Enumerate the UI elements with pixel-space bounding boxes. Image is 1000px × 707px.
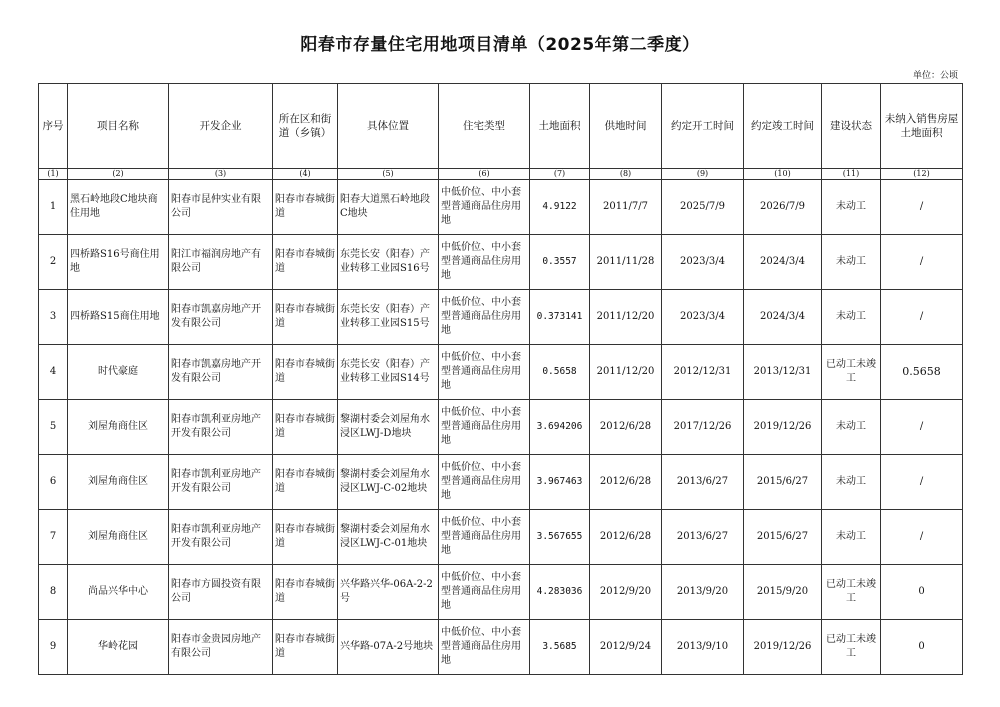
table-cell: 已动工未竣工 [822, 345, 881, 400]
column-number: (3) [169, 169, 273, 180]
table-cell: 2026/7/9 [744, 180, 822, 235]
table-cell: 4.9122 [530, 180, 590, 235]
table-cell: / [881, 510, 963, 565]
table-cell: 东莞长安（阳春）产业转移工业园S16号 [338, 235, 439, 290]
table-row [39, 455, 963, 510]
table-cell: 阳春市春城街道 [273, 455, 338, 510]
table-row [39, 235, 963, 290]
table-cell: 阳春市方圆投资有限公司 [169, 565, 273, 620]
table-cell: 2019/12/26 [744, 400, 822, 455]
table-cell: 0 [881, 620, 963, 675]
table-cell: 刘屋角商住区 [68, 510, 169, 565]
table-row [39, 180, 963, 235]
table-cell: 2012/9/20 [590, 565, 662, 620]
project-table [38, 83, 963, 675]
table-cell: 黎湖村委会刘屋角水浸区LWJ-C-02地块 [338, 455, 439, 510]
table-cell: 2012/6/28 [590, 400, 662, 455]
table-cell: 3 [39, 290, 68, 345]
table-cell: 9 [39, 620, 68, 675]
table-cell: 东莞长安（阳春）产业转移工业园S14号 [338, 345, 439, 400]
table-cell: / [881, 235, 963, 290]
table-body [39, 84, 963, 675]
table-row [39, 510, 963, 565]
column-number: (11) [822, 169, 881, 180]
table-cell: 黎湖村委会刘屋角水浸区LWJ-C-01地块 [338, 510, 439, 565]
table-cell: 3.694206 [530, 400, 590, 455]
table-cell: 2025/7/9 [662, 180, 744, 235]
table-cell: 刘屋角商住区 [68, 400, 169, 455]
table-cell: 已动工未竣工 [822, 620, 881, 675]
table-cell: 2019/12/26 [744, 620, 822, 675]
column-header: 建设状态 [822, 84, 881, 169]
table-cell: 阳春市金贵园房地产有限公司 [169, 620, 273, 675]
column-number: (6) [439, 169, 530, 180]
table-cell: 2013/6/27 [662, 510, 744, 565]
table-cell: 阳江市福润房地产有限公司 [169, 235, 273, 290]
table-cell: 黎湖村委会刘屋角水浸区LWJ-D地块 [338, 400, 439, 455]
table-cell: 5 [39, 400, 68, 455]
column-header: 序号 [39, 84, 68, 169]
table-cell: 2011/12/20 [590, 345, 662, 400]
table-cell: 刘屋角商住区 [68, 455, 169, 510]
table-cell: 6 [39, 455, 68, 510]
table-cell: 已动工未竣工 [822, 565, 881, 620]
table-cell: 2015/9/20 [744, 565, 822, 620]
table-cell: 1 [39, 180, 68, 235]
column-header: 供地时间 [590, 84, 662, 169]
table-cell: 中低价位、中小套型普通商品住房用地 [439, 290, 530, 345]
table-cell: 兴华路-07A-2号地块 [338, 620, 439, 675]
column-number: (4) [273, 169, 338, 180]
table-cell: 2024/3/4 [744, 290, 822, 345]
table-cell: 2011/7/7 [590, 180, 662, 235]
table-cell: 2013/9/10 [662, 620, 744, 675]
table-cell: 2013/6/27 [662, 455, 744, 510]
table-cell: 2012/6/28 [590, 455, 662, 510]
table-cell: 中低价位、中小套型普通商品住房用地 [439, 345, 530, 400]
table-cell: / [881, 400, 963, 455]
table-cell: 阳春市昆仲实业有限公司 [169, 180, 273, 235]
table-cell: 中低价位、中小套型普通商品住房用地 [439, 455, 530, 510]
column-header: 开发企业 [169, 84, 273, 169]
table-cell: 7 [39, 510, 68, 565]
table-cell: 3.967463 [530, 455, 590, 510]
column-number: (8) [590, 169, 662, 180]
table-cell: 3.567655 [530, 510, 590, 565]
column-header: 所在区和街道（乡镇） [273, 84, 338, 169]
column-header: 住宅类型 [439, 84, 530, 169]
table-row [39, 620, 963, 675]
column-number: (9) [662, 169, 744, 180]
table-cell: 3.5685 [530, 620, 590, 675]
table-cell: 阳春市凯利亚房地产开发有限公司 [169, 510, 273, 565]
column-number: (7) [530, 169, 590, 180]
table-cell: 2012/9/24 [590, 620, 662, 675]
table-cell: 兴华路兴华-06A-2-2号 [338, 565, 439, 620]
table-cell: 四桥路S15商住用地 [68, 290, 169, 345]
table-cell: 未动工 [822, 180, 881, 235]
table-cell: 4 [39, 345, 68, 400]
table-cell: 2023/3/4 [662, 290, 744, 345]
table-cell: 4.283036 [530, 565, 590, 620]
table-cell: / [881, 455, 963, 510]
column-header: 未纳入销售房屋土地面积 [881, 84, 963, 169]
table-cell: 2017/12/26 [662, 400, 744, 455]
table-cell: 2012/12/31 [662, 345, 744, 400]
table-cell: 0.3557 [530, 235, 590, 290]
table-cell: 阳春市凯利亚房地产开发有限公司 [169, 455, 273, 510]
table-cell: 华岭花园 [68, 620, 169, 675]
column-number: (5) [338, 169, 439, 180]
table-cell: 2015/6/27 [744, 455, 822, 510]
column-number: (10) [744, 169, 822, 180]
column-header: 约定开工时间 [662, 84, 744, 169]
table-cell: 未动工 [822, 510, 881, 565]
header-row [39, 84, 963, 169]
table-cell: 尚品兴华中心 [68, 565, 169, 620]
table-cell: 阳春市春城街道 [273, 620, 338, 675]
table-cell: 2 [39, 235, 68, 290]
table-cell: 2023/3/4 [662, 235, 744, 290]
column-header: 项目名称 [68, 84, 169, 169]
table-row [39, 565, 963, 620]
table-cell: 阳春市春城街道 [273, 400, 338, 455]
table-cell: 阳春大道黑石岭地段C地块 [338, 180, 439, 235]
table-cell: 2013/9/20 [662, 565, 744, 620]
table-cell: 2013/12/31 [744, 345, 822, 400]
column-header: 约定竣工时间 [744, 84, 822, 169]
table-cell: / [881, 180, 963, 235]
unit-label: 单位：公顷 [912, 71, 958, 81]
table-cell: 未动工 [822, 290, 881, 345]
table-row [39, 290, 963, 345]
column-number: (1) [39, 169, 68, 180]
table-row [39, 345, 963, 400]
column-number: (2) [68, 169, 169, 180]
table-cell: 未动工 [822, 235, 881, 290]
column-number-row [39, 169, 963, 180]
column-number: (12) [881, 169, 963, 180]
table-cell: 中低价位、中小套型普通商品住房用地 [439, 510, 530, 565]
table-cell: 阳春市春城街道 [273, 235, 338, 290]
table-cell: 2012/6/28 [590, 510, 662, 565]
table-cell: 阳春市春城街道 [273, 345, 338, 400]
table-cell: 东莞长安（阳春）产业转移工业园S15号 [338, 290, 439, 345]
table-cell: 中低价位、中小套型普通商品住房用地 [439, 565, 530, 620]
table-cell: 未动工 [822, 455, 881, 510]
table-cell: 0.5658 [881, 345, 963, 400]
table-cell: 2011/12/20 [590, 290, 662, 345]
table-cell: 中低价位、中小套型普通商品住房用地 [439, 235, 530, 290]
table-cell: 0.373141 [530, 290, 590, 345]
table-cell: 阳春市春城街道 [273, 180, 338, 235]
table-row [39, 400, 963, 455]
page-title: 阳春市存量住宅用地项目清单（2025年第二季度） [300, 35, 700, 55]
table-cell: 时代豪庭 [68, 345, 169, 400]
column-header: 具体位置 [338, 84, 439, 169]
table-cell: 2011/11/28 [590, 235, 662, 290]
table-cell: 阳春市凯嘉房地产开发有限公司 [169, 290, 273, 345]
table-cell: 阳春市春城街道 [273, 510, 338, 565]
table-cell: 阳春市春城街道 [273, 565, 338, 620]
table-cell: 四桥路S16号商住用地 [68, 235, 169, 290]
table-cell: 2015/6/27 [744, 510, 822, 565]
table-cell: 中低价位、中小套型普通商品住房用地 [439, 620, 530, 675]
table-cell: 阳春市春城街道 [273, 290, 338, 345]
table-cell: 未动工 [822, 400, 881, 455]
column-header: 土地面积 [530, 84, 590, 169]
table-cell: 0 [881, 565, 963, 620]
table-cell: / [881, 290, 963, 345]
table-cell: 0.5658 [530, 345, 590, 400]
table-cell: 黑石岭地段C地块商住用地 [68, 180, 169, 235]
table-cell: 阳春市凯利亚房地产开发有限公司 [169, 400, 273, 455]
table-cell: 中低价位、中小套型普通商品住房用地 [439, 180, 530, 235]
table-cell: 阳春市凯嘉房地产开发有限公司 [169, 345, 273, 400]
table-cell: 2024/3/4 [744, 235, 822, 290]
table-cell: 中低价位、中小套型普通商品住房用地 [439, 400, 530, 455]
table-cell: 8 [39, 565, 68, 620]
